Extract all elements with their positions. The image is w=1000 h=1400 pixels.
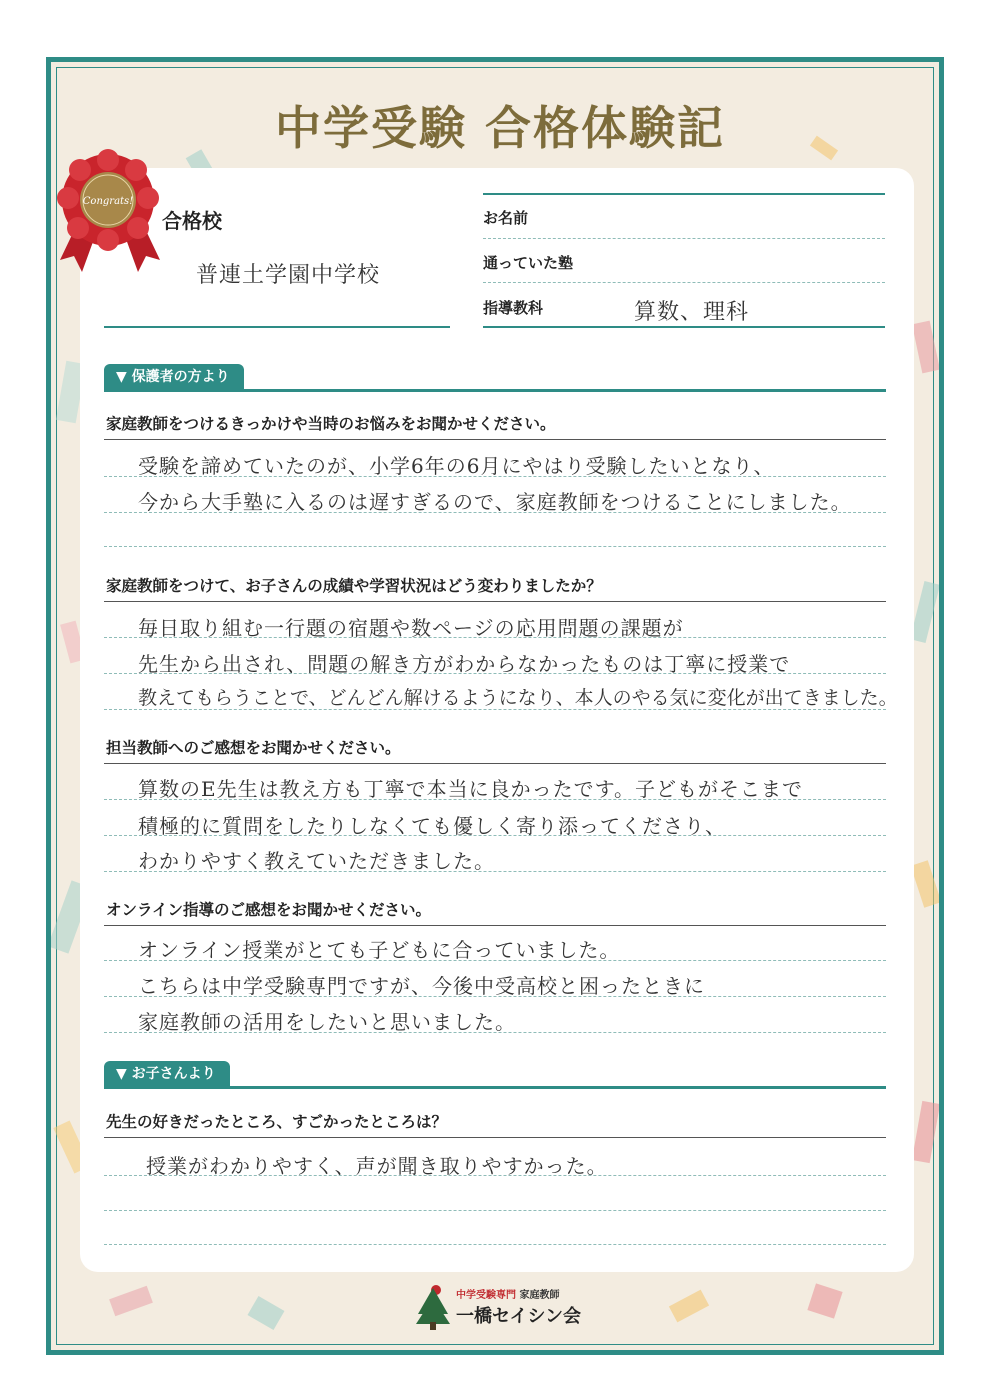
answer-line [104,1210,886,1211]
question-1-rule [104,439,886,440]
school-underline [104,326,450,328]
answer-3-line-2: 積極的に質問をしたりしなくても優しく寄り添ってくださり、 [138,814,726,838]
logo-tagline-dark: 家庭教師 [519,1290,560,1301]
name-label: お名前 [483,209,529,227]
answer-line [104,546,886,547]
answer-line [104,799,886,800]
header-top-rule [483,193,885,195]
answer-3-line-3: わかりやすく教えていただきました。 [138,849,495,873]
juku-label: 通っていた塾 [483,254,574,272]
answer-line [104,1032,886,1033]
answer-4-line-1: オンライン授業がとても子どもに合っていました。 [138,938,621,962]
company-logo [416,1284,596,1334]
question-4-rule [104,925,886,926]
logo-tagline-red: 中学受験専門 [456,1290,516,1301]
section-tab-child: ▼ お子さんより [104,1061,230,1087]
answer-line [104,996,886,997]
school-label: 合格校 [162,209,222,233]
answer-4-line-2: こちらは中学受験専門ですが、今後中受高校と困ったときに [138,974,705,998]
question-3: 担当教師へのご感想をお聞かせください。 [106,739,401,757]
section-tab-parents: ▼ 保護者の方より [104,364,244,390]
badge-text: Congrats! [82,196,134,207]
section-rule-child [104,1086,886,1089]
answer-line [104,1244,886,1245]
juku-dotted-line [483,282,885,283]
subject-label: 指導教科 [483,299,544,317]
section-rule-parents [104,389,886,392]
tree-logo-icon [416,1284,450,1330]
subject-value: 算数、理科 [634,300,750,325]
answer-2-line-2: 先生から出され、問題の解き方がわからなかったものは丁寧に授業で [138,652,791,676]
answer-line [104,673,886,674]
logo-tagline [456,1286,559,1301]
logo-name: 一橋セイシン会 [456,1306,582,1327]
answer-3-line-1: 算数のE先生は教え方も丁寧で本当に良かったです。子どもがそこまで [138,777,803,801]
answer-2-line-3: 教えてもらうことで、どんどん解けるようになり、本人のやる気に変化が出てきました。 [138,687,898,709]
answer-2-line-1: 毎日取り組む一行題の宿題や数ページの応用問題の課題が [138,616,684,640]
answer-5-line-1: 授業がわかりやすく、声が聞き取りやすかった。 [146,1154,608,1178]
answer-line [104,871,886,872]
question-2-rule [104,601,886,602]
question-1: 家庭教師をつけるきっかけや当時のお悩みをお聞かせください。 [106,415,556,433]
answer-line [104,709,886,710]
question-2: 家庭教師をつけて、お子さんの成績や学習状況はどう変わりましたか？ [106,577,602,595]
answer-line [104,835,886,836]
question-5: 先生の好きだったところ、すごかったところは？ [106,1113,448,1131]
answer-line [104,476,886,477]
question-4: オンライン指導のご感想をお聞かせください。 [106,901,432,919]
name-dotted-line [483,238,885,239]
subject-underline [483,326,885,328]
answer-line [104,1175,886,1176]
content-card [80,168,914,1272]
congrats-rosette-icon [52,148,164,278]
answer-line [104,512,886,513]
answer-4-line-3: 家庭教師の活用をしたいと思いました。 [138,1010,516,1034]
question-5-rule [104,1137,886,1138]
answer-line [104,637,886,638]
answer-1-line-2: 今から大手塾に入るのは遅すぎるので、家庭教師をつけることにしました。 [138,490,852,514]
question-3-rule [104,763,886,764]
answer-1-line-1: 受験を諦めていたのが、小学6年の6月にやはり受験したいとなり、 [138,454,775,478]
answer-line [104,960,886,961]
page-title: 中学受験 合格体験記 [274,101,725,155]
school-value: 普連土学園中学校 [196,263,381,288]
